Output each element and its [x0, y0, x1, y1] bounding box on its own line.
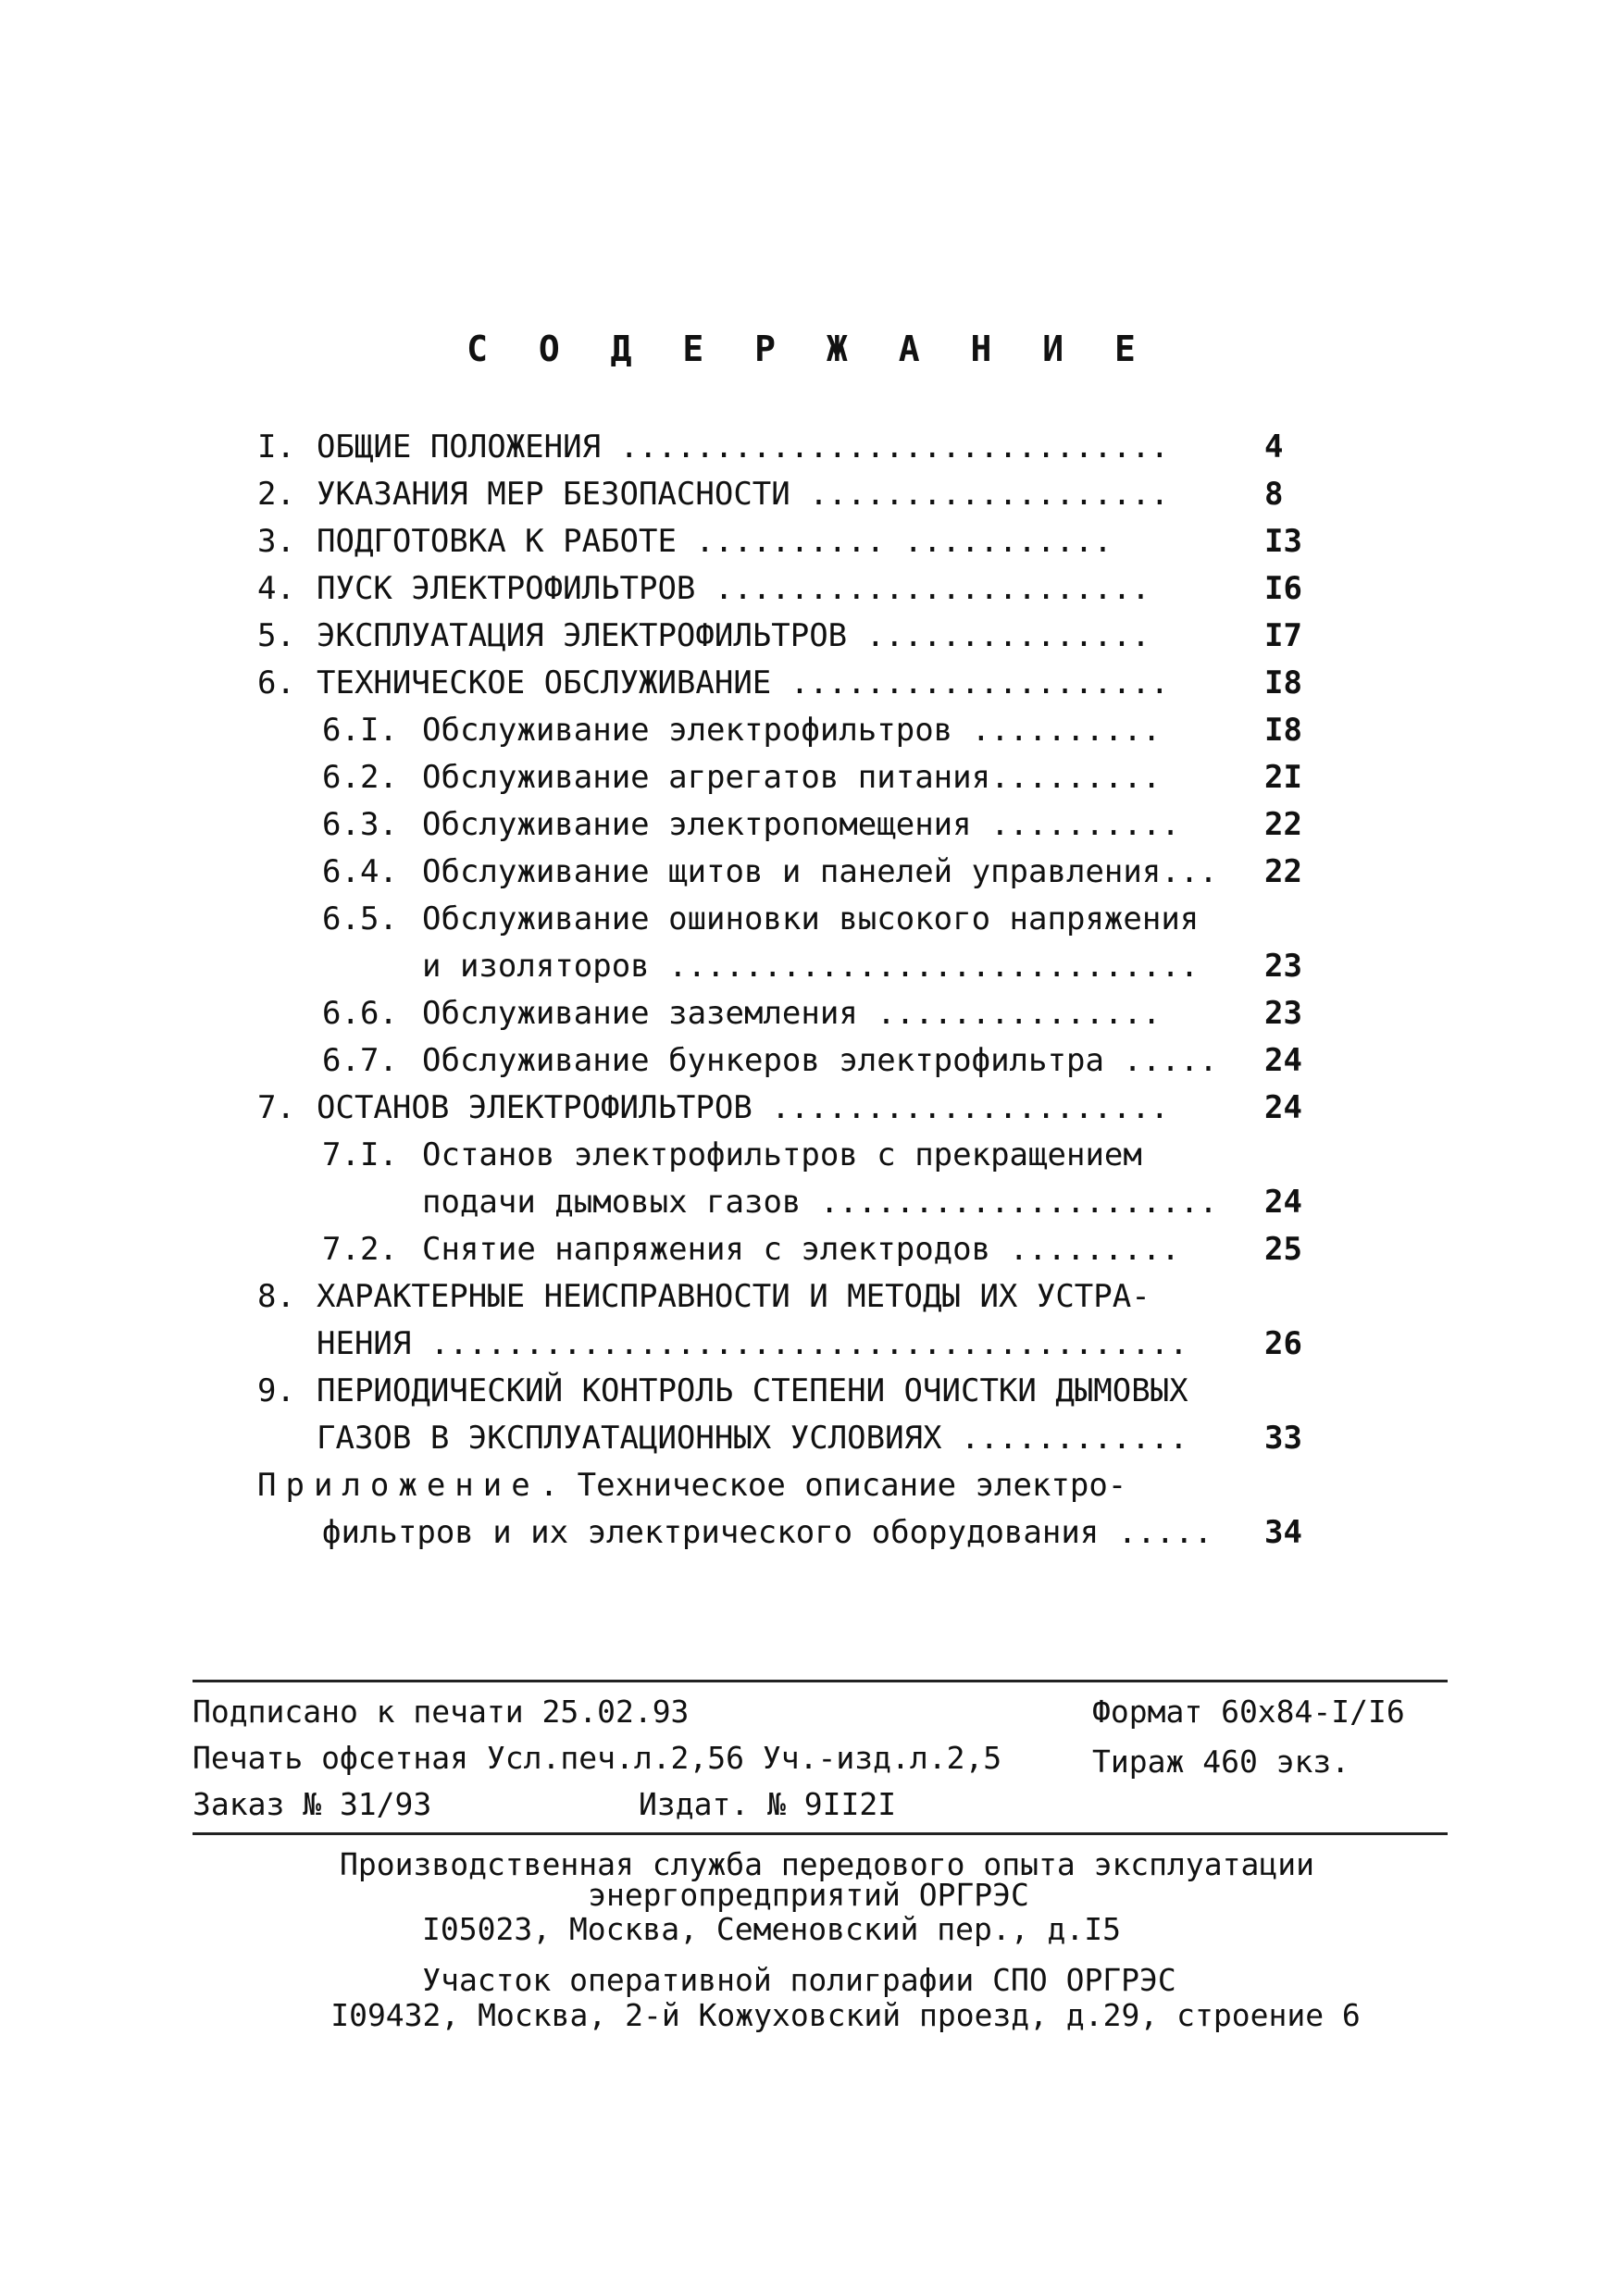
toc-continuation [257, 943, 1303, 990]
toc-entry [257, 1368, 1303, 1415]
toc-page: I3 [1264, 523, 1302, 560]
toc-entry [257, 518, 1303, 565]
page-title: С О Д Е Р Ж А Н И Е [466, 329, 1151, 369]
toc-title [257, 1462, 1126, 1509]
toc-number: 6.3. [322, 806, 398, 843]
imprint-copies: Тираж 460 экз. [1092, 1744, 1350, 1780]
publisher-address: I05023, Москва, Семеновский пер., д.I5 [422, 1911, 1121, 1947]
toc-subentry [257, 1037, 1303, 1085]
toc-title: Снятие напряжения с электродов ......... [422, 1231, 1180, 1268]
toc-subentry [257, 754, 1303, 801]
divider [193, 1832, 1448, 1835]
toc-title: ТЕХНИЧЕСКОЕ ОБСЛУЖИВАНИЕ .................... [317, 664, 1170, 701]
toc-page: 34 [1264, 1514, 1302, 1551]
toc-page: 24 [1264, 1184, 1302, 1221]
printer-name: Участок оперативной полиграфии СПО ОРГРЭС [422, 1962, 1176, 1998]
publisher-name: Производственная служба передового опыта эксплуатации [340, 1846, 1314, 1882]
imprint-format: Формат 60х84-I/I6 [1092, 1694, 1405, 1730]
toc-title: подачи дымовых газов ..................... [422, 1184, 1218, 1221]
toc-page: 24 [1264, 1089, 1302, 1126]
toc-page: 22 [1264, 806, 1302, 843]
toc-page: I8 [1264, 712, 1302, 749]
toc-entry [257, 471, 1303, 518]
toc-entry [257, 1273, 1303, 1321]
toc-number: 6.4. [322, 853, 398, 890]
toc-entry [257, 660, 1303, 707]
toc-title: ОБЩИЕ ПОЛОЖЕНИЯ ............................. [317, 428, 1170, 465]
toc-number: 6. [257, 664, 295, 701]
toc-page: 2I [1264, 759, 1302, 796]
toc-number: I. [257, 428, 295, 465]
toc-number: 5. [257, 617, 295, 654]
toc-title: Обслуживание электропомещения .......... [422, 806, 1180, 843]
toc-page: 8 [1264, 476, 1284, 513]
toc-number: 6.7. [322, 1042, 398, 1079]
toc-entry [257, 565, 1303, 613]
imprint-publisher-no: Издат. № 9II2I [639, 1786, 897, 1822]
toc-number: 7.2. [322, 1231, 398, 1268]
toc-number: 9. [257, 1372, 295, 1409]
toc-title: ХАРАКТЕРНЫЕ НЕИСПРАВНОСТИ И МЕТОДЫ ИХ УСТРА- [317, 1278, 1151, 1315]
printer-address: I09432, Москва, 2-й Кожуховский проезд, д.29, строение 6 [330, 1997, 1361, 2033]
toc-title: Обслуживание бункеров электрофильтра ..... [422, 1042, 1218, 1079]
toc-title: и изоляторов ............................ [422, 948, 1200, 985]
toc-title: Обслуживание ошиновки высокого напряжения [422, 900, 1200, 937]
toc-number: 8. [257, 1278, 295, 1315]
toc-appendix [257, 1462, 1303, 1509]
toc-title: Обслуживание электрофильтров .......... [422, 712, 1162, 749]
toc-number: 7.I. [322, 1136, 398, 1173]
appendix-title: . Техническое описание электро- [539, 1467, 1127, 1504]
toc-page: I7 [1264, 617, 1302, 654]
toc-number: 6.6. [322, 995, 398, 1032]
toc-continuation [257, 1415, 1303, 1462]
toc-number: 4. [257, 570, 295, 607]
toc-page: 26 [1264, 1325, 1302, 1362]
toc-number: 2. [257, 476, 295, 513]
toc-entry [257, 424, 1303, 471]
toc-subentry [257, 896, 1303, 943]
toc-title: НЕНИЯ ........................................ [317, 1325, 1188, 1362]
toc-subentry [257, 707, 1303, 754]
toc-page: 23 [1264, 995, 1302, 1032]
toc-page: 24 [1264, 1042, 1302, 1079]
toc-continuation [257, 1509, 1303, 1557]
toc-title: ОСТАНОВ ЭЛЕКТРОФИЛЬТРОВ ..................... [317, 1089, 1170, 1126]
toc-subentry [257, 801, 1303, 849]
imprint-signed: Подписано к печати 25.02.93 [193, 1694, 690, 1730]
toc-page: 22 [1264, 853, 1302, 890]
toc-subentry [257, 990, 1303, 1037]
toc-number: 7. [257, 1089, 295, 1126]
toc-page: 4 [1264, 428, 1284, 465]
divider [193, 1680, 1448, 1682]
appendix-label: Приложение [257, 1467, 540, 1504]
toc-title: УКАЗАНИЯ МЕР БЕЗОПАСНОСТИ ................... [317, 476, 1170, 513]
toc-number: 6.I. [322, 712, 398, 749]
toc-title: ПОДГОТОВКА К РАБОТЕ .......... ........... [317, 523, 1113, 560]
toc-title: Останов электрофильтров с прекращением [422, 1136, 1142, 1173]
toc-page: 33 [1264, 1420, 1302, 1457]
toc-subentry [257, 849, 1303, 896]
toc-number: 3. [257, 523, 295, 560]
imprint-order: Заказ № 31/93 [193, 1786, 432, 1822]
toc-title: ПЕРИОДИЧЕСКИЙ КОНТРОЛЬ СТЕПЕНИ ОЧИСТКИ ДЫМОВЫХ [317, 1372, 1188, 1409]
toc-subentry [257, 1132, 1303, 1179]
toc-page: 25 [1264, 1231, 1302, 1268]
toc-entry [257, 613, 1303, 660]
toc-page: I8 [1264, 664, 1302, 701]
toc-number: 6.5. [322, 900, 398, 937]
toc-title: ПУСК ЭЛЕКТРОФИЛЬТРОВ ....................... [317, 570, 1151, 607]
toc-title: Обслуживание агрегатов питания......... [422, 759, 1162, 796]
imprint-print: Печать офсетная Усл.печ.л.2,56 Уч.-изд.л.2,5 [193, 1740, 1002, 1776]
toc-entry [257, 1085, 1303, 1132]
toc-title: ЭКСПЛУАТАЦИЯ ЭЛЕКТРОФИЛЬТРОВ ............... [317, 617, 1151, 654]
publisher-org: энергопредприятий ОРГРЭС [588, 1877, 1029, 1913]
toc-page: 23 [1264, 948, 1302, 985]
table-of-contents [257, 424, 1303, 1557]
toc-title: ГАЗОВ В ЭКСПЛУАТАЦИОННЫХ УСЛОВИЯХ ............ [317, 1420, 1188, 1457]
toc-subentry [257, 1226, 1303, 1273]
toc-title: Обслуживание заземления ............... [422, 995, 1162, 1032]
toc-page: I6 [1264, 570, 1302, 607]
toc-number: 6.2. [322, 759, 398, 796]
toc-continuation [257, 1179, 1303, 1226]
toc-title: фильтров и их электрического оборудования ..... [322, 1514, 1213, 1551]
toc-continuation [257, 1321, 1303, 1368]
toc-title: Обслуживание щитов и панелей управления... [422, 853, 1218, 890]
